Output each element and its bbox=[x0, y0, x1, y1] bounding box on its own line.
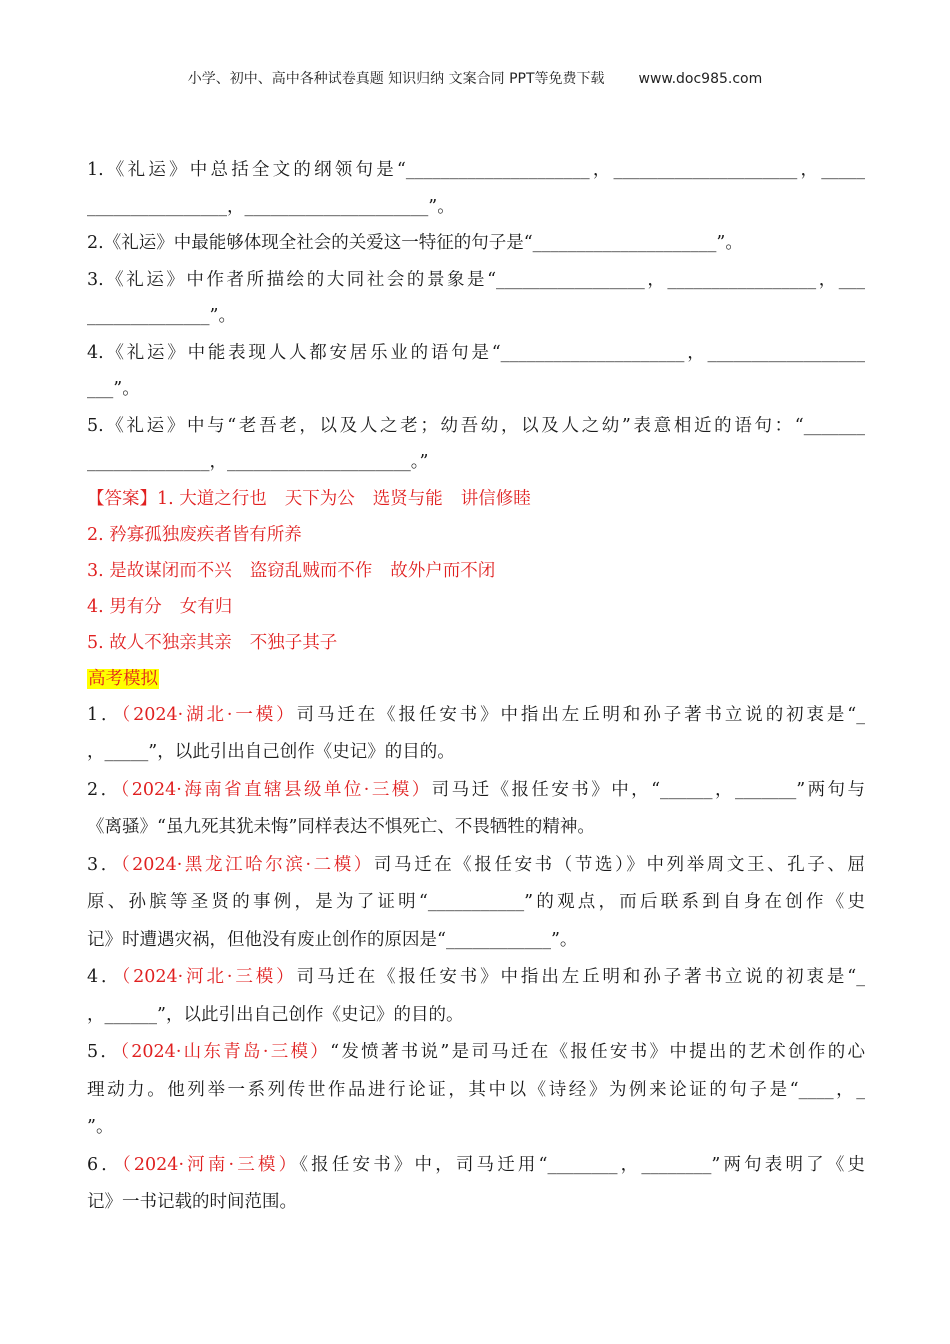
answers-block bbox=[87, 481, 865, 661]
answer-line-1 bbox=[87, 481, 865, 517]
answer-3-part-2: 盗窃乱贼而不作 bbox=[249, 560, 373, 581]
answer-1-part-2: 天下为公 bbox=[284, 488, 355, 509]
answer-1-part-3: 选贤与能 bbox=[372, 488, 443, 509]
section-title-line bbox=[87, 661, 865, 697]
mock-item-3-num: 3． bbox=[87, 854, 121, 875]
mock-item-2-text-1: 司马迁《报任安书》中，“______，_______”两句与 bbox=[431, 779, 865, 800]
mock-item-4-line-1 bbox=[87, 959, 865, 997]
section-title: 高考模拟 bbox=[88, 668, 158, 689]
mock-item-5-source: （2024·山东青岛·三模） bbox=[120, 1042, 331, 1062]
mock-item-1-source: （2024·湖北·一模） bbox=[121, 704, 297, 725]
mock-item-5-line-3: ”。 bbox=[87, 1117, 114, 1137]
question-5-line-2: ______________，_____________________。” bbox=[87, 452, 429, 472]
question-3-line-1: 3.《礼运》中作者所描绘的大同社会的景象是“_________________，_________________，___ bbox=[87, 269, 865, 290]
mock-item-1-num: 1． bbox=[87, 704, 122, 725]
answer-5-part-1: 5. 故人不独亲其亲 bbox=[87, 632, 232, 653]
mock-item-4-line-2: ，______”，以此引出自己创作《史记》的目的。 bbox=[87, 1004, 464, 1025]
answer-1-part-4: 讲信修睦 bbox=[460, 488, 531, 509]
answer-1-part-1: 1. 大道之行也 bbox=[157, 488, 267, 509]
mock-item-2-line-1 bbox=[87, 772, 865, 810]
question-1-line-1: 1.《礼运》中总括全文的纲领句是“_____________________，_____________________，_____ bbox=[87, 160, 865, 180]
mock-item-3-line-1 bbox=[87, 847, 865, 885]
header-text: 小学、初中、高中各种试卷真题 知识归纳 文案合同 PPT等免费下载 bbox=[187, 71, 605, 87]
answer-4-part-1: 4. 男有分 bbox=[87, 596, 162, 617]
mock-item-3-line-3: 记》时遭遇灾祸，但他没有废止创作的原因是“____________”。 bbox=[87, 929, 578, 950]
page-header bbox=[0, 68, 950, 88]
question-3-line-2: ______________”。 bbox=[87, 306, 236, 326]
answer-line-3 bbox=[87, 553, 865, 589]
mock-item-4-text-1: 司马迁在《报任安书》中指出左丘明和孙子著书立说的初衷是“_ bbox=[296, 967, 865, 987]
question-4-line-1: 4.《礼运》中能表现人人都安居乐业的语句是“_____________________，__________________ bbox=[87, 342, 865, 363]
mock-item-3-text-1: 司马迁在《报任安书（节选）》中列举周文王、孔子、屈 bbox=[373, 854, 865, 875]
answer-line-4 bbox=[87, 589, 865, 625]
mock-item-1-text-1: 司马迁在《报任安书》中指出左丘明和孙子著书立说的初衷是“_ bbox=[296, 704, 865, 725]
mock-item-5-text-1: “发愤著书说”是司马迁在《报任安书》中提出的艺术创作的心 bbox=[330, 1042, 865, 1062]
answer-label: 【答案】 bbox=[87, 488, 157, 509]
question-2-line-1: 2.《礼运》中最能够体现全社会的关爱这一特征的句子是“_____________________”。 bbox=[87, 233, 743, 253]
header-site-url[interactable]: www.doc985.com bbox=[638, 71, 763, 87]
mock-item-2-line-2: 《离骚》“虽九死其犹未悔”同样表达不惧死亡、不畏牺牲的精神。 bbox=[87, 817, 595, 837]
question-5-line-1: 5.《礼运》中与“老吾老，以及人之老；幼吾幼，以及人之幼”表意相近的语句：“_______ bbox=[87, 415, 865, 436]
mock-item-6-source: （2024·河南·三模） bbox=[121, 1154, 300, 1175]
mock-item-5-line-2: 理动力。他列举一系列传世作品进行论证，其中以《诗经》为例来论证的句子是“____，_ bbox=[87, 1079, 865, 1100]
questions-block bbox=[87, 152, 865, 481]
answer-5-part-2: 不独子其子 bbox=[249, 632, 338, 653]
mock-item-3-line-2: 原、孙膑等圣贤的事例，是为了证明“___________”的观点，而后联系到自身在创作《史 bbox=[87, 892, 865, 912]
question-1-line-2: ________________，_____________________”。 bbox=[87, 196, 455, 217]
answer-line-5 bbox=[87, 625, 865, 661]
mock-item-4-source: （2024·河北·三模） bbox=[121, 967, 297, 987]
mock-item-6-line-2: 记》一书记载的时间范围。 bbox=[87, 1192, 297, 1212]
mock-item-2-num: 2． bbox=[87, 779, 121, 800]
answer-2-part-1: 2. 矜寡孤独废疾者皆有所养 bbox=[87, 524, 302, 545]
mock-item-4-num: 4． bbox=[87, 967, 122, 987]
answer-3-part-3: 故外户而不闭 bbox=[390, 560, 496, 581]
mock-exam-section bbox=[87, 661, 865, 1222]
content bbox=[87, 152, 865, 1222]
mock-item-6-num: 6． bbox=[87, 1154, 122, 1175]
mock-item-3-source: （2024·黑龙江哈尔滨·二模） bbox=[120, 854, 374, 875]
mock-item-5-num: 5． bbox=[87, 1042, 121, 1062]
question-4-line-2: ___”。 bbox=[87, 379, 140, 399]
answer-4-part-2: 女有归 bbox=[179, 596, 233, 617]
mock-item-2-source: （2024·海南省直辖县级单位·三模） bbox=[120, 779, 432, 800]
answer-3-part-1: 3. 是故谋闭而不兴 bbox=[87, 560, 232, 581]
mock-item-1-line-2: ，_____”，以此引出自己创作《史记》的目的。 bbox=[87, 742, 455, 762]
answer-line-2 bbox=[87, 517, 865, 553]
mock-item-5-line-1 bbox=[87, 1034, 865, 1072]
mock-item-6-line-1 bbox=[87, 1147, 865, 1185]
mock-item-6-text-1: 《报任安书》中，司马迁用“________，________”两句表明了《史 bbox=[299, 1154, 865, 1175]
mock-item-1-line-1 bbox=[87, 697, 865, 735]
